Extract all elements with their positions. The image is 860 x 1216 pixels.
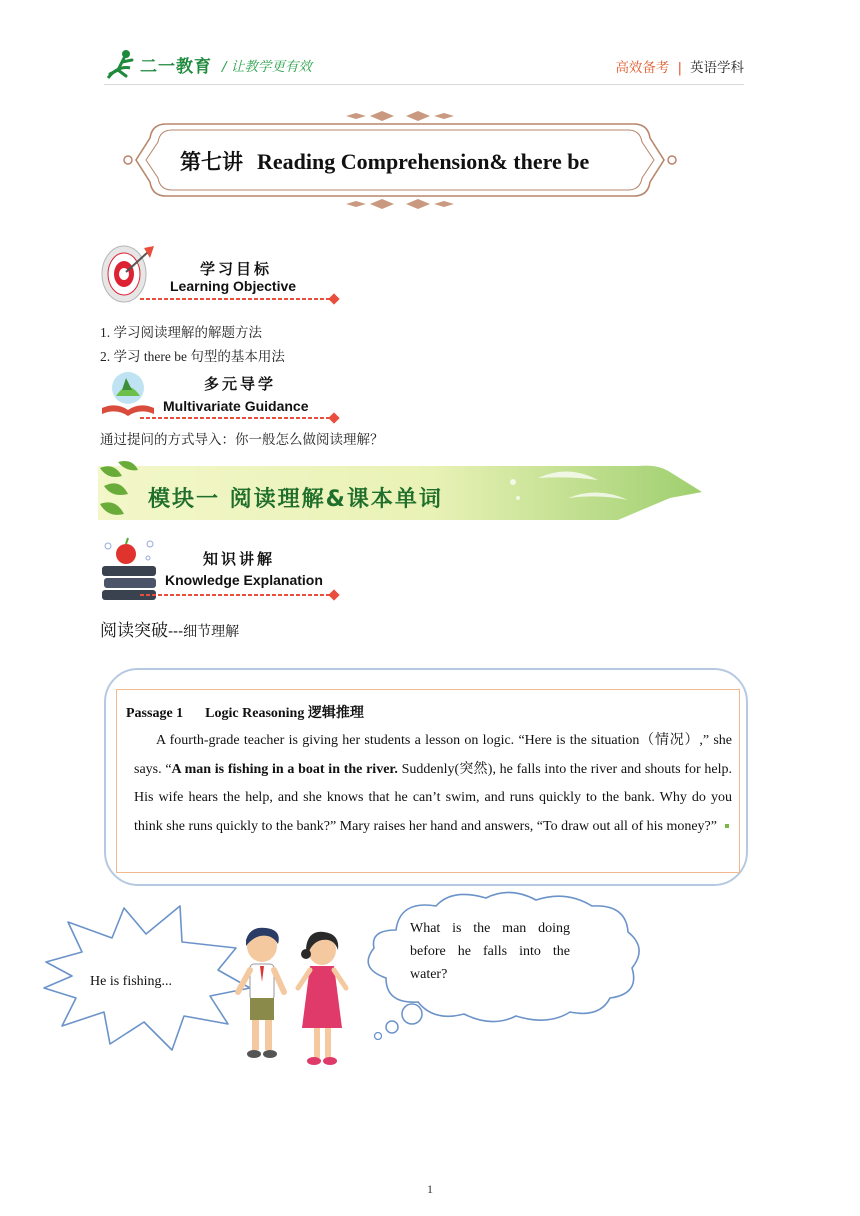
header-tag: 高效备考 [615,60,670,76]
objective-item-2: 2. 学习 there be 句型的基本用法 [100,349,285,364]
guidance-title-cn: 多元导学 [204,375,277,393]
passage-heading [126,702,364,722]
objective-title-cn: 学习目标 [200,260,273,278]
lesson-title [180,146,589,176]
header-subject [615,56,744,76]
objective-title-en: Learning Objective [170,278,297,294]
passage-body [134,727,732,841]
passage-text-part1: A fourth-grade teacher is giving her students a lesson on logic. “Here is the situation（情况）,” she says. “ [134,733,732,777]
header-subject-label: 英语学科 [690,60,744,76]
lesson-number: 第七讲 [180,150,243,174]
apple-books-icon [100,534,158,602]
passage-topic: Logic Reasoning 逻辑推理 [205,706,364,721]
lesson-topic: Reading Comprehension& there be [257,149,590,174]
module-title: 模块一 阅读理解&课本单词 [148,487,443,512]
header-separator: | [677,60,682,76]
page-number: 1 [427,1182,433,1196]
reading-heading-main: 阅读突破 [100,621,168,641]
open-book-icon [98,368,158,420]
guidance-divider [140,417,330,419]
brand-name: 二一教育 [140,57,212,77]
passage-text-part2: Suddenly(突然), he falls into the river and shouts for help. His wife hears the help, and she knows that he can’t swim, and runs quickly to the bank. Why do you think she runs quickly to the bank?” Mary raises her hand and answers, “To draw out all of his money?” [134,761,732,834]
reading-heading [100,616,239,641]
passage-label: Passage 1 [126,706,184,721]
passage-key-sentence: A man is fishing in a boat in the river. [171,761,398,777]
knowledge-title-cn: 知识讲解 [203,550,276,568]
knowledge-diamond-icon [328,589,339,600]
brand-slogan: / 让教学更有效 [222,59,312,75]
reading-heading-sub: ---细节理解 [168,624,240,640]
guidance-title-en: Multivariate Guidance [163,398,309,414]
guidance-diamond-icon [328,412,339,423]
target-icon [98,236,156,306]
header-divider [104,84,744,85]
objective-divider [140,298,330,300]
green-dot-icon [725,824,729,828]
girl-speech-text: What is the man doing before he falls into the water? [410,921,570,982]
objective-item-1: 1. 学习阅读理解的解题方法 [100,325,262,340]
objective-diamond-icon [328,293,339,304]
knowledge-divider [140,594,330,596]
boy-speech-text: He is fishing... [90,974,173,989]
children-illustration [226,926,356,1068]
knowledge-title-en: Knowledge Explanation [165,572,323,588]
guidance-text: 通过提问的方式导入：你一般怎么做阅读理解？ [100,432,384,447]
